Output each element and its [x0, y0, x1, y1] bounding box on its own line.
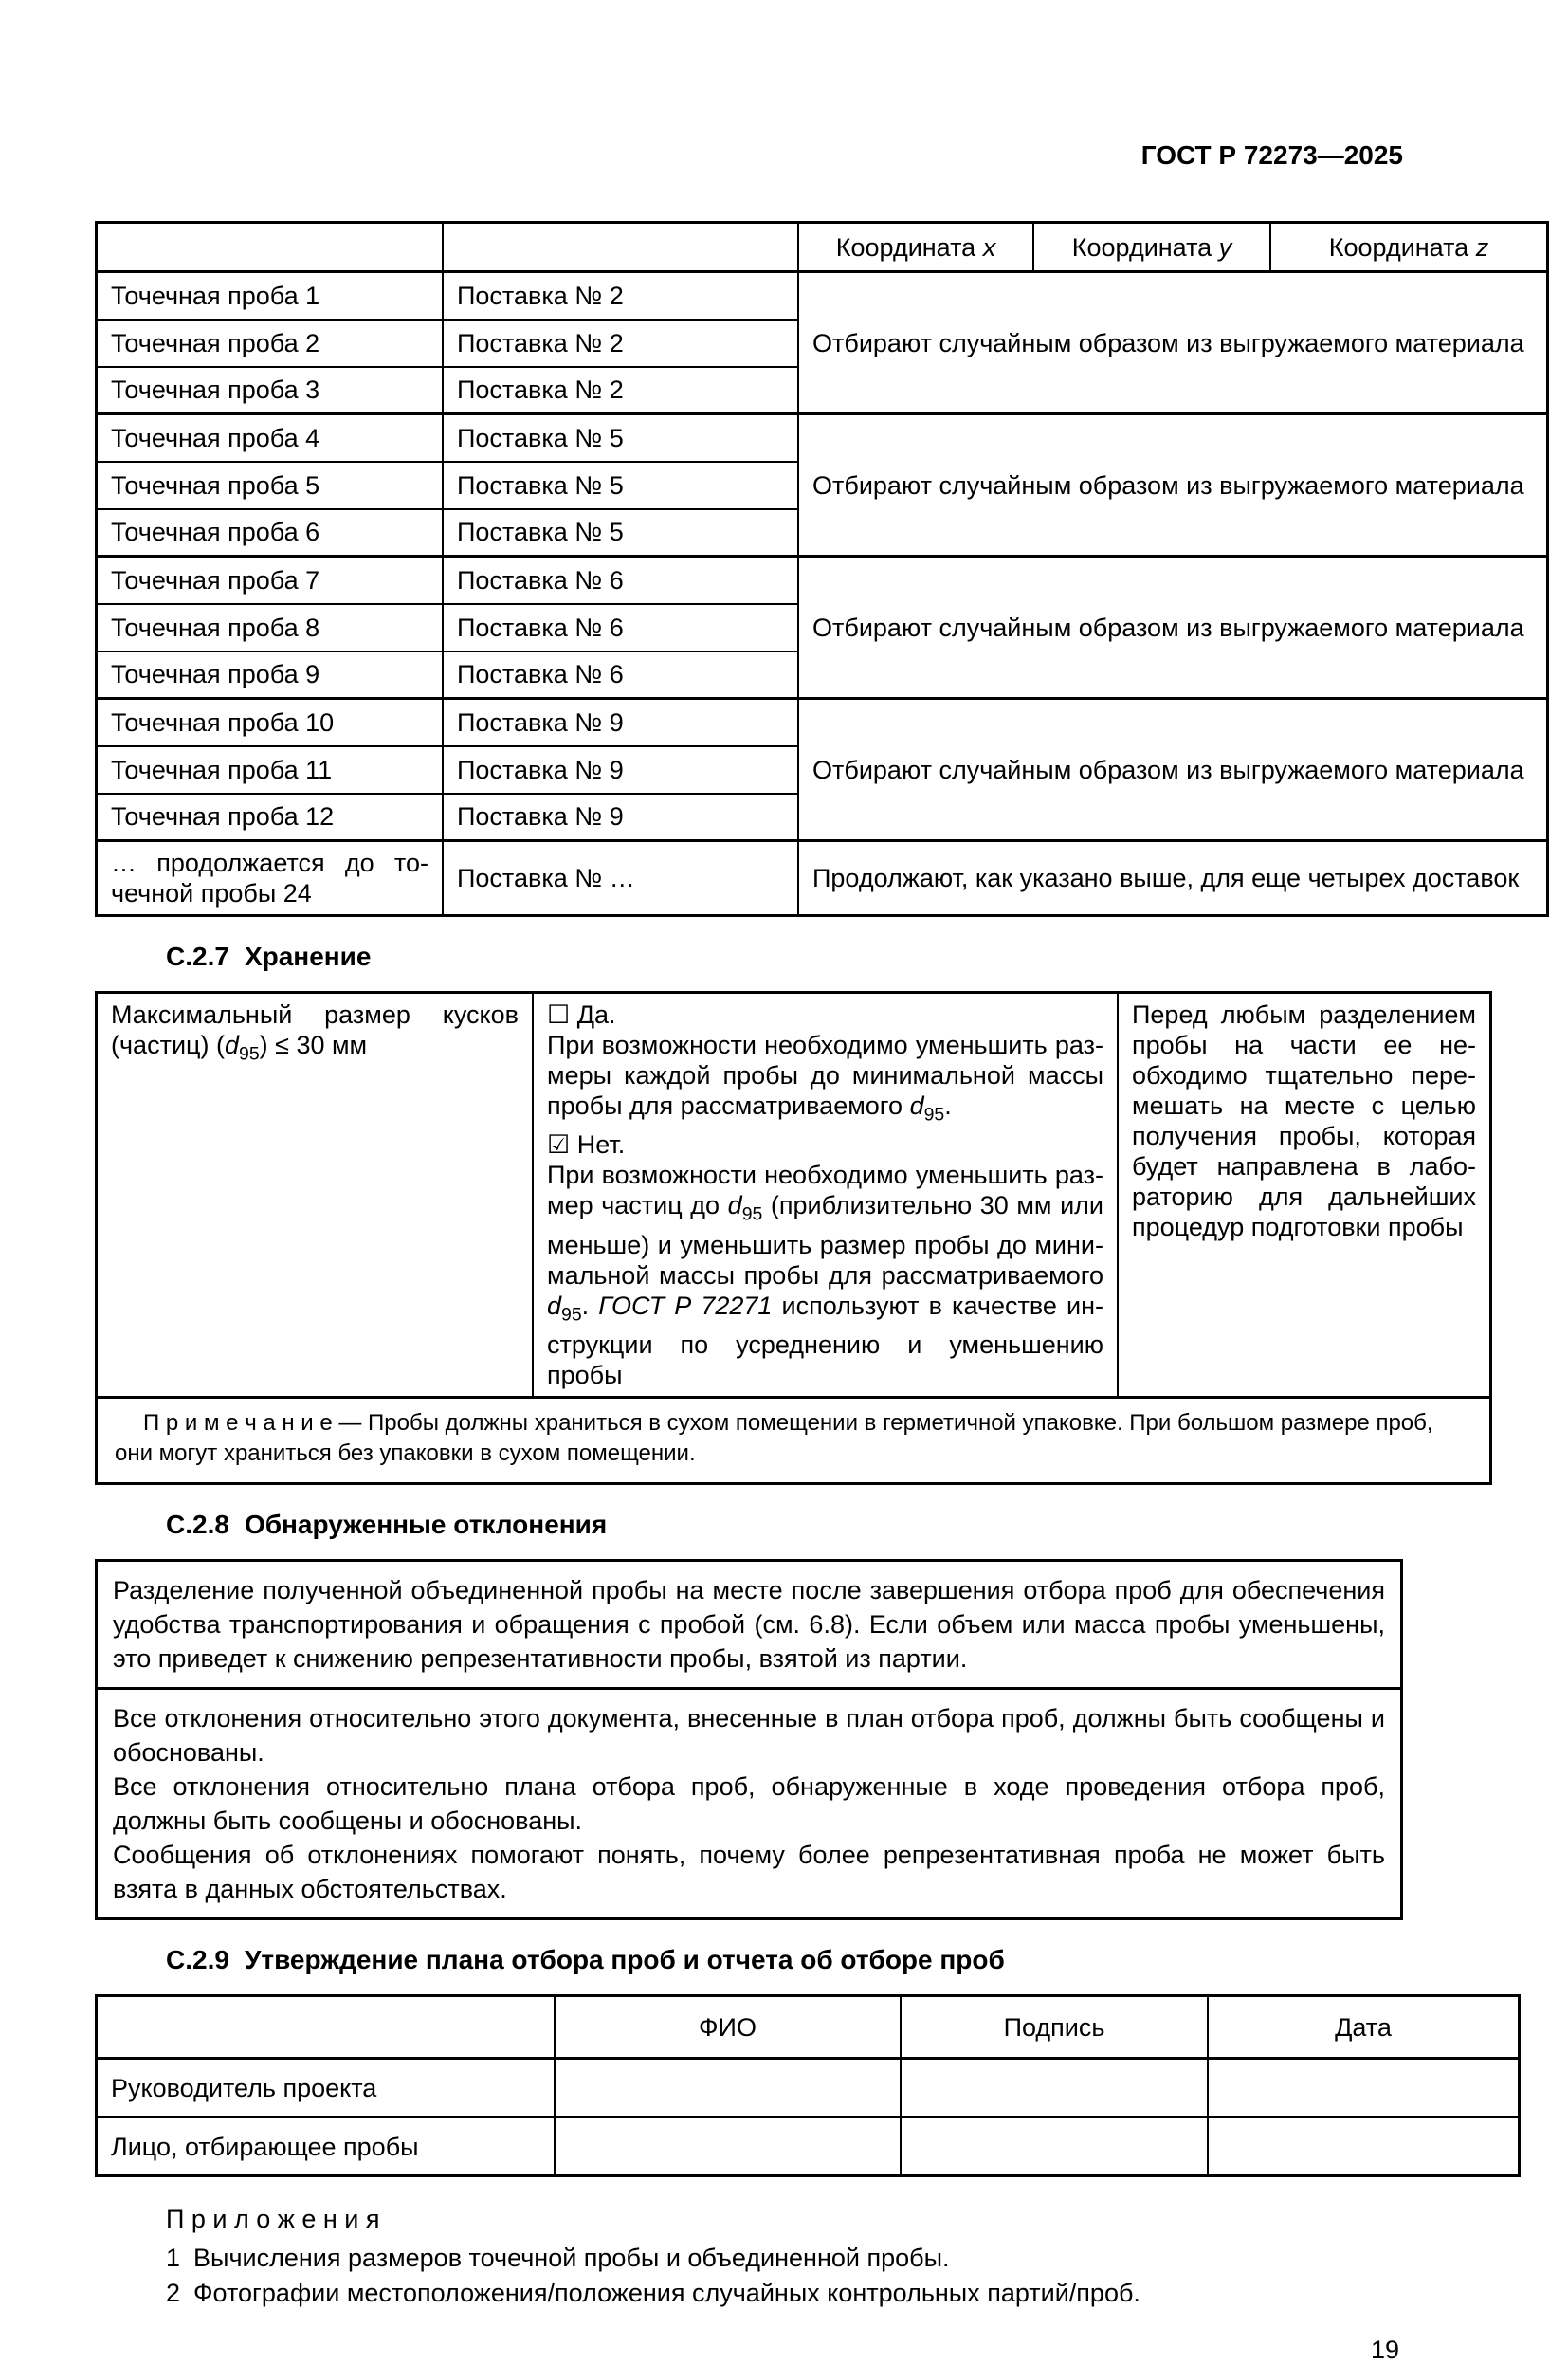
table-row	[97, 272, 1548, 320]
page-number: 19	[1370, 2336, 1399, 2365]
storage-note-row	[97, 1398, 1491, 1484]
deviations-paragraph: Все отклонения относительно этого документа, внесенные в план отбора проб, должны быть сообщены и обоснованы.	[113, 1704, 1385, 1768]
sampling-method-cell: Отбирают случайным образом из выгружаемого материала	[798, 272, 1548, 414]
delivery-cell: Поставка № 9	[443, 746, 798, 794]
empty-header-cell	[97, 223, 444, 272]
table-header-row	[97, 223, 1548, 272]
paragraph: При возможности необходимо уменьшить размеры каждой пробы до минимальной массы пробы для рассматриваемого $d_{95}$.	[547, 1031, 1103, 1126]
checkbox-unchecked-icon[interactable]: ☐	[547, 1000, 577, 1029]
deviations-row-2	[97, 1689, 1402, 1919]
approval-table	[95, 1994, 1521, 2177]
fio-input-cell[interactable]	[555, 2059, 901, 2118]
storage-main-row	[97, 993, 1491, 1398]
table-continuation-row	[97, 841, 1548, 916]
column-header-coordinate-z: Координата z	[1270, 223, 1548, 272]
appendix-text: Фотографии местоположения/положения случайных контрольных партий/проб.	[193, 2279, 1140, 2308]
role-label-cell: Руководитель проекта	[97, 2059, 556, 2118]
sample-name-cell: Точечная проба 10	[97, 699, 444, 746]
page-content	[95, 0, 1524, 2365]
sample-name-cell: Точечная проба 7	[97, 557, 444, 604]
sample-name-cell: Точечная проба 9	[97, 651, 444, 699]
signature-input-cell[interactable]	[901, 2059, 1208, 2118]
sample-name-cell: Точечная проба 12	[97, 794, 444, 841]
appendix-item	[166, 2241, 1403, 2276]
standard-number-header: ГОСТ Р 72273—2025	[1140, 140, 1403, 170]
column-header-fio: ФИО	[555, 1996, 901, 2059]
delivery-cell: Поставка № 5	[443, 462, 798, 509]
section-title: Утверждение плана отбора проб и отчета об отборе проб	[244, 1945, 1005, 1975]
table-row	[97, 699, 1548, 746]
section-number: С.2.7	[166, 942, 229, 971]
continuation-note-cell: Продолжают, как указано выше, для еще четырех доставок	[798, 841, 1548, 916]
sample-name-cell: Точечная проба 3	[97, 367, 444, 414]
sample-name-cell: Точечная проба 1	[97, 272, 444, 320]
empty-header-cell	[443, 223, 798, 272]
column-header-signature: Подпись	[901, 1996, 1208, 2059]
delivery-cell: Поставка № 6	[443, 604, 798, 651]
appendix-text: Вычисления размеров точечной пробы и объединенной пробы.	[193, 2244, 950, 2273]
sample-name-cell: Точечная проба 4	[97, 414, 444, 462]
appendices-title: П р и л о ж е н и я	[166, 2205, 380, 2234]
deviations-paragraph: Сообщения об отклонениях помогают понять, почему более репрезентативная проба не может быть взята в данных обстоятельствах.	[113, 1841, 1385, 1904]
section-number: С.2.8	[166, 1510, 229, 1540]
delivery-cell: Поставка № 6	[443, 557, 798, 604]
deviations-row-1	[97, 1561, 1402, 1689]
delivery-cell: Поставка № 5	[443, 509, 798, 557]
checkbox-checked-icon[interactable]: ☑	[547, 1130, 577, 1160]
appendices-block	[95, 2202, 1403, 2311]
approval-row-project-manager	[97, 2059, 1520, 2118]
column-header-date: Дата	[1208, 1996, 1520, 2059]
sample-name-cell: Точечная проба 2	[97, 320, 444, 367]
delivery-cell: Поставка № 9	[443, 794, 798, 841]
role-label-cell: Лицо, отбирающее пробы	[97, 2118, 556, 2176]
fio-input-cell[interactable]	[555, 2118, 901, 2176]
sampling-method-cell: Отбирают случайным образом из выгружаемого материала	[798, 414, 1548, 557]
reduction-options-cell	[533, 993, 1118, 1398]
section-heading-c27	[95, 942, 1403, 972]
checkbox-label: Да.	[576, 1000, 616, 1029]
sampling-method-cell: Отбирают случайным образом из выгружаемого материала	[798, 557, 1548, 699]
mixing-instructions-cell: Перед любым разделением пробы на части ее необходимо тщательно перемешать на месте с целью получения пробы, которая будет направлена в лабораторию для дальнейших процедур подготовки пробы	[1118, 993, 1491, 1398]
section-heading-c28	[95, 1510, 1403, 1540]
delivery-cell: Поставка № 2	[443, 320, 798, 367]
sampling-method-cell: Отбирают случайным образом из выгружаемого материала	[798, 699, 1548, 841]
delivery-cell: Поставка № 6	[443, 651, 798, 699]
date-input-cell[interactable]	[1208, 2059, 1520, 2118]
storage-table	[95, 991, 1492, 1485]
deviations-text: Разделение полученной объединенной пробы на месте после завершения отбора проб для обеспечения удобства транспортирования и обращения с пробой (см. 6.8). Если объем или масса пробы уменьшены, это приведет к снижению репрезентативности пробы, взятой из партии.	[113, 1576, 1385, 1674]
section-heading-c29	[95, 1945, 1403, 1975]
appendix-number: 2	[166, 2279, 181, 2308]
column-header-coordinate-y: Координата y	[1033, 223, 1270, 272]
deviations-box-1	[97, 1561, 1402, 1689]
approval-row-sampler	[97, 2118, 1520, 2176]
delivery-cell: Поставка № 2	[443, 367, 798, 414]
date-input-cell[interactable]	[1208, 2118, 1520, 2176]
empty-header-cell	[97, 1996, 556, 2059]
delivery-cell: Поставка № 9	[443, 699, 798, 746]
deviations-table	[95, 1559, 1403, 1920]
storage-note-cell: П р и м е ч а н и е — Пробы должны храниться в сухом помещении в герметичной упаковке. При большом размере проб, они могут храниться без упаковки в сухом помещении.	[97, 1398, 1491, 1484]
sample-name-cell: … продолжается до точечной пробы 24	[97, 841, 444, 916]
delivery-cell: Поставка № 5	[443, 414, 798, 462]
delivery-cell: Поставка № 2	[443, 272, 798, 320]
paragraph: При возможности необходимо уменьшить размер частиц до $d_{95}$ (приблизительно 30 мм или меньше) и уменьшить размер пробы до минимальной массы пробы для рассматриваемого $d_{95}$. ГОСТ Р 72271 используют в качестве инструкции по усреднению и уменьшению пробы	[547, 1161, 1103, 1390]
appendix-item	[166, 2276, 1403, 2311]
sample-name-cell: Точечная проба 11	[97, 746, 444, 794]
column-header-coordinate-x: Координата x	[798, 223, 1033, 272]
sample-name-cell: Точечная проба 8	[97, 604, 444, 651]
deviations-paragraph: Все отклонения относительно плана отбора проб, обнаруженные в ходе проведения отбора проб, должны быть сообщены и обоснованы.	[113, 1772, 1385, 1836]
sample-name-cell: Точечная проба 5	[97, 462, 444, 509]
delivery-cell: Поставка № …	[443, 841, 798, 916]
sample-name-cell: Точечная проба 6	[97, 509, 444, 557]
section-title: Хранение	[244, 942, 372, 971]
table-row	[97, 414, 1548, 462]
signature-input-cell[interactable]	[901, 2118, 1208, 2176]
section-number: С.2.9	[166, 1945, 229, 1975]
sampling-table	[95, 221, 1549, 917]
table-row	[97, 557, 1548, 604]
appendix-number: 1	[166, 2244, 181, 2273]
max-particle-size-cell: Максимальный размер кусков (частиц) $(d_{95}) \le 30$ мм	[97, 993, 534, 1398]
section-title: Обнаруженные отклонения	[244, 1510, 608, 1540]
deviations-box-2	[97, 1689, 1402, 1919]
approval-header-row	[97, 1996, 1520, 2059]
checkbox-label: Нет.	[576, 1130, 626, 1160]
